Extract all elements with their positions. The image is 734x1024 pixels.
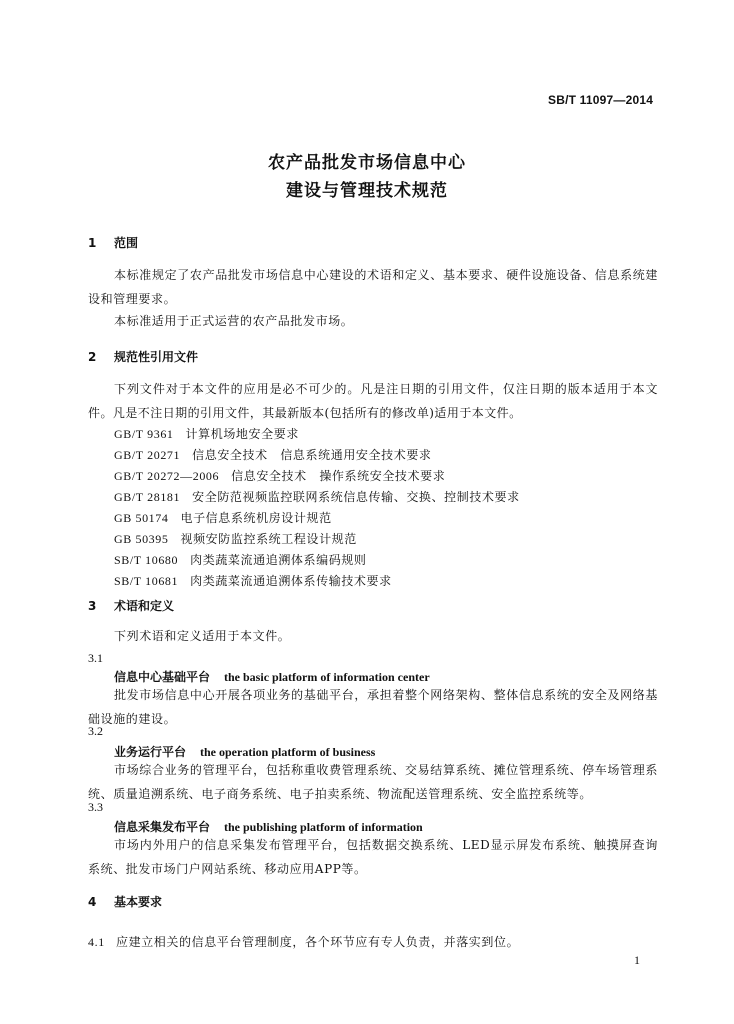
term-zh: 信息采集发布平台 (114, 820, 211, 834)
clause-4-1 (88, 933, 519, 950)
reference-code: GB/T 28181 (114, 490, 181, 504)
term-number: 3.1 (88, 651, 103, 665)
section-2-heading (88, 348, 198, 365)
standard-number: SB/T 11097—2014 (548, 93, 654, 107)
term-definition: 批发市场信息中心开展各项业务的基础平台，承担着整个网络架构、整体信息系统的安全及网络基础设施的建设。 (88, 688, 658, 726)
reference-title: 电子信息系统机房设计规范 (180, 511, 332, 525)
reference-title: 信息安全技术 信息系统通用安全技术要求 (192, 448, 432, 462)
reference-item (114, 551, 367, 568)
reference-item (114, 467, 445, 484)
reference-title: 肉类蔬菜流通追溯体系编码规则 (190, 553, 367, 567)
reference-code: SB/T 10680 (114, 553, 179, 567)
section-number: 3 (88, 599, 97, 613)
reference-code: GB 50395 (114, 532, 169, 546)
term-definition: 市场内外用户的信息采集发布管理平台，包括数据交换系统、LED显示屏发布系统、触摸屏查询系统、批发市场门户网站系统、移动应用APP等。 (88, 838, 658, 876)
reference-item (114, 488, 520, 505)
reference-title: 安全防范视频监控联网系统信息传输、交换、控制技术要求 (192, 490, 520, 504)
reference-code: SB/T 10681 (114, 574, 179, 588)
section-number: 4 (88, 895, 97, 909)
section-1-paragraph-2: 本标准适用于正式运营的农产品批发市场。 (114, 314, 354, 328)
reference-item (114, 509, 332, 526)
reference-item (114, 446, 432, 463)
doc-title-line-2: 建设与管理技术规范 (286, 181, 448, 201)
clause-text: 应建立相关的信息平台管理制度，各个环节应有专人负责，并落实到位。 (116, 935, 520, 949)
clause-number: 4.1 (88, 935, 105, 949)
section-title: 规范性引用文件 (114, 350, 199, 364)
reference-code: GB/T 20271 (114, 448, 181, 462)
section-1-heading (88, 234, 138, 251)
section-1-paragraph-1: 本标准规定了农产品批发市场信息中心建设的术语和定义、基本要求、硬件设施设备、信息系统建设和管理要求。 (88, 268, 658, 306)
reference-title: 计算机场地安全要求 (185, 427, 299, 441)
term-zh: 信息中心基础平台 (114, 670, 211, 684)
section-title: 范围 (114, 236, 139, 250)
reference-item (114, 530, 357, 547)
section-title: 基本要求 (114, 895, 163, 909)
page-number: 1 (634, 953, 640, 967)
section-title: 术语和定义 (114, 599, 175, 613)
term-en: the basic platform of information center (224, 670, 430, 684)
reference-title: 视频安防监控系统工程设计规范 (180, 532, 357, 546)
section-3-intro: 下列术语和定义适用于本文件。 (114, 629, 291, 643)
term-number: 3.3 (88, 800, 103, 814)
reference-title: 信息安全技术 操作系统安全技术要求 (231, 469, 446, 483)
section-3-heading (88, 597, 174, 614)
reference-item (114, 572, 392, 589)
reference-code: GB/T 9361 (114, 427, 174, 441)
reference-title: 肉类蔬菜流通追溯体系传输技术要求 (190, 574, 392, 588)
term-en: the publishing platform of information (224, 820, 423, 834)
reference-code: GB/T 20272—2006 (114, 469, 220, 483)
doc-title-line-1: 农产品批发市场信息中心 (268, 153, 466, 173)
term-number: 3.2 (88, 724, 103, 738)
term-en: the operation platform of business (200, 745, 376, 759)
term-zh: 业务运行平台 (114, 745, 187, 759)
reference-item (114, 425, 299, 442)
section-number: 2 (88, 350, 97, 364)
reference-code: GB 50174 (114, 511, 169, 525)
term-definition: 市场综合业务的管理平台，包括称重收费管理系统、交易结算系统、摊位管理系统、停车场管理系统、质量追溯系统、电子商务系统、电子拍卖系统、物流配送管理系统、安全监控系统等。 (88, 763, 658, 801)
section-4-heading (88, 893, 162, 910)
section-2-intro: 下列文件对于本文件的应用是必不可少的。凡是注日期的引用文件，仅注日期的版本适用于本文件。凡是不注日期的引用文件，其最新版本(包括所有的修改单)适用于本文件。 (88, 382, 658, 420)
section-number: 1 (88, 236, 97, 250)
